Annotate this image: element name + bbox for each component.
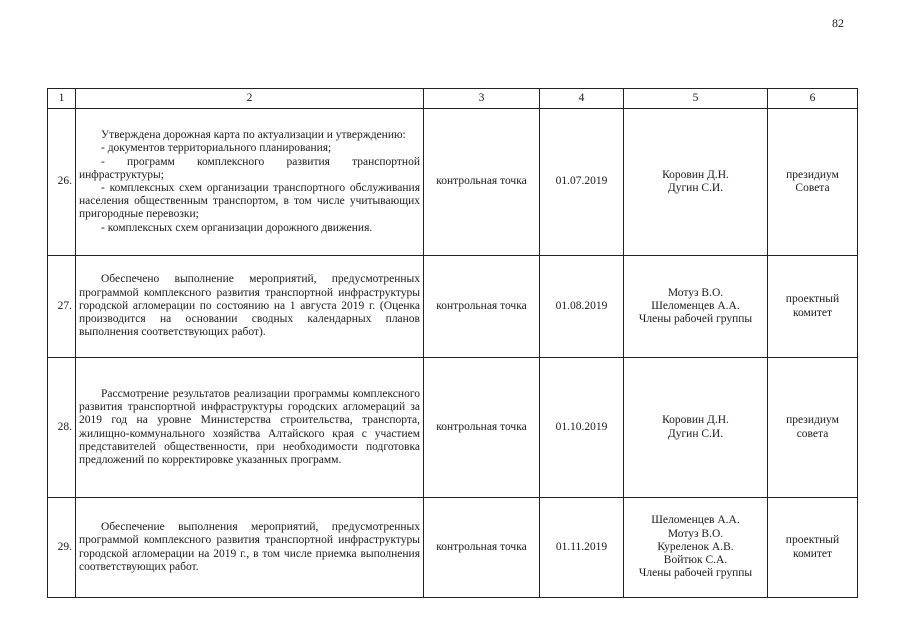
row-approver: президиум Совета [768,109,858,256]
list-item: - комплексных схем организации транспортного обслуживания населения общественным транспортом, в том числе учитывающих пригородные перевозки; [79,182,420,221]
row-description [76,498,424,598]
row-type: контрольная точка [424,256,540,358]
row-description [76,256,424,358]
row-date: 01.07.2019 [540,109,624,256]
row-number: 29. [48,498,76,598]
header-col-1: 1 [48,89,76,109]
table-row [48,358,858,498]
row-date: 01.11.2019 [540,498,624,598]
row-responsible: Шеломенцев А.А. Мотуз В.О. Куреленок А.В. Войтюк С.А. Члены рабочей группы [624,498,768,598]
row-number: 27. [48,256,76,358]
row-responsible: Коровин Д.Н. Дугин С.И. [624,109,768,256]
header-col-5: 5 [624,89,768,109]
header-col-4: 4 [540,89,624,109]
header-col-6: 6 [768,89,858,109]
row-responsible: Коровин Д.Н. Дугин С.И. [624,358,768,498]
plan-table [47,88,858,598]
row-date: 01.10.2019 [540,358,624,498]
row-title: Утверждена дорожная карта по актуализации и утверждению: [101,129,406,142]
row-type: контрольная точка [424,498,540,598]
row-description [76,109,424,256]
list-item: - комплексных схем организации дорожного движения. [101,221,373,234]
header-row [48,89,858,109]
table-row [48,256,858,358]
row-number: 26. [48,109,76,256]
list-item: - документов территориального планирования; [101,142,332,155]
header-col-3: 3 [424,89,540,109]
row-approver: проектный комитет [768,498,858,598]
row-responsible: Мотуз В.О. Шеломенцев А.А. Члены рабочей группы [624,256,768,358]
row-title: Рассмотрение результатов реализации программы комплексного развития транспортной инфраструктуры городских агломераций за 2019 год на уровне Министерства строительства, транспорта, жилищно-коммунального хозяйства Алтайского края с участием представителей общественности, при необходимости подготовка предложений по корректировке указанных программ. [79,387,420,466]
row-description [76,358,424,498]
table-row [48,109,858,256]
table-row [48,498,858,598]
row-title: Обеспечение выполнения мероприятий, предусмотренных программой комплексного развития транспортной инфраструктуры городской агломерации на 2019 г., в том числе приемка выполнения соответствующих работ. [79,521,420,573]
row-type: контрольная точка [424,109,540,256]
row-approver: проектный комитет [768,256,858,358]
header-col-2: 2 [76,89,424,109]
row-date: 01.08.2019 [540,256,624,358]
list-item: - программ комплексного развития транспортной инфраструктуры; [79,155,420,181]
row-title: Обеспечено выполнение мероприятий, предусмотренных программой комплексного развития транспортной инфраструктуры городской агломерации по состоянию на 1 августа 2019 г. (Оценка производится на основании сводных календарных планов выполнения соответствующих работ). [79,273,420,339]
row-number: 28. [48,358,76,498]
page-number: 82 [832,16,844,30]
row-type: контрольная точка [424,358,540,498]
row-approver: президиум совета [768,358,858,498]
